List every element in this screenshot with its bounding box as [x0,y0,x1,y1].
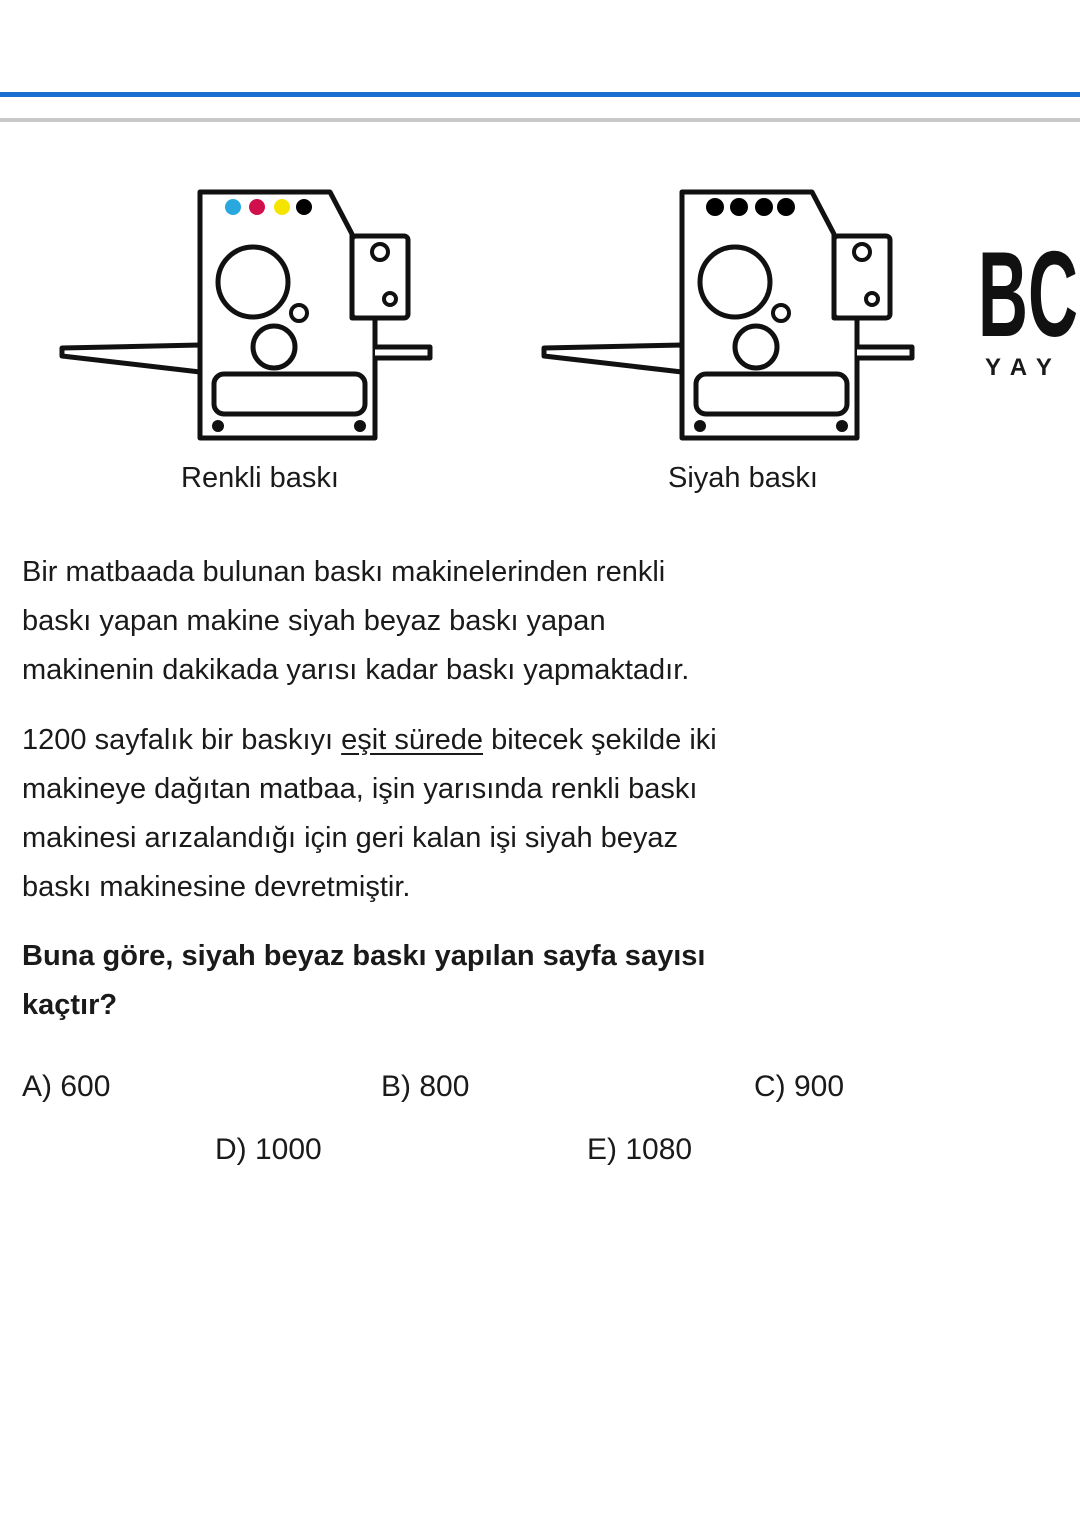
ink-dot-black [755,198,773,216]
question-prompt: Buna göre, siyah beyaz baskı yapılan sayfa sayısı kaçtır? [22,940,706,1021]
question-paragraph-1: Bir matbaada bulunan baskı makinelerinden renkli baskı yapan makine siyah beyaz baskı yapan makinenin dakikada yarısı kadar baskı yapmaktadır. [22,556,690,686]
ink-dot-black [706,198,724,216]
publisher-logo-subtitle: YAY [985,354,1063,381]
caption-black-print: Siyah baskı [668,462,818,494]
ink-dot-black [730,198,748,216]
option-b[interactable]: B) 800 [381,1070,470,1103]
printer-illustrations [0,150,960,460]
paragraph-2-start: 1200 sayfalık bir baskıyı [22,724,342,756]
option-a[interactable]: A) 600 [22,1070,111,1103]
header-accent-line [0,92,1080,97]
question-paragraph-2 [22,716,717,912]
option-d[interactable]: D) 1000 [215,1133,322,1166]
publisher-logo: BC [978,228,1078,348]
publisher-logo-graphic [978,228,1078,348]
option-c[interactable]: C) 900 [754,1070,845,1103]
underlined-phrase: eşit sürede [341,724,484,756]
ink-dot-black [777,198,795,216]
caption-color-print: Renkli baskı [181,462,339,494]
black-printer [544,192,912,438]
color-printer [62,192,430,438]
header-divider [0,118,1080,122]
paragraph-2-end: bitecek şekilde iki makineye dağıtan matbaa, işin yarısında renkli baskı makinesi arızalandığı için geri kalan işi siyah beyaz baskı makinesine devretmiştir. [22,724,717,903]
option-e[interactable]: E) 1080 [587,1133,693,1166]
ink-dot-black [296,199,312,215]
ink-dot-magenta [249,199,265,215]
ink-dot-cyan [225,199,241,215]
ink-dot-yellow [274,199,290,215]
